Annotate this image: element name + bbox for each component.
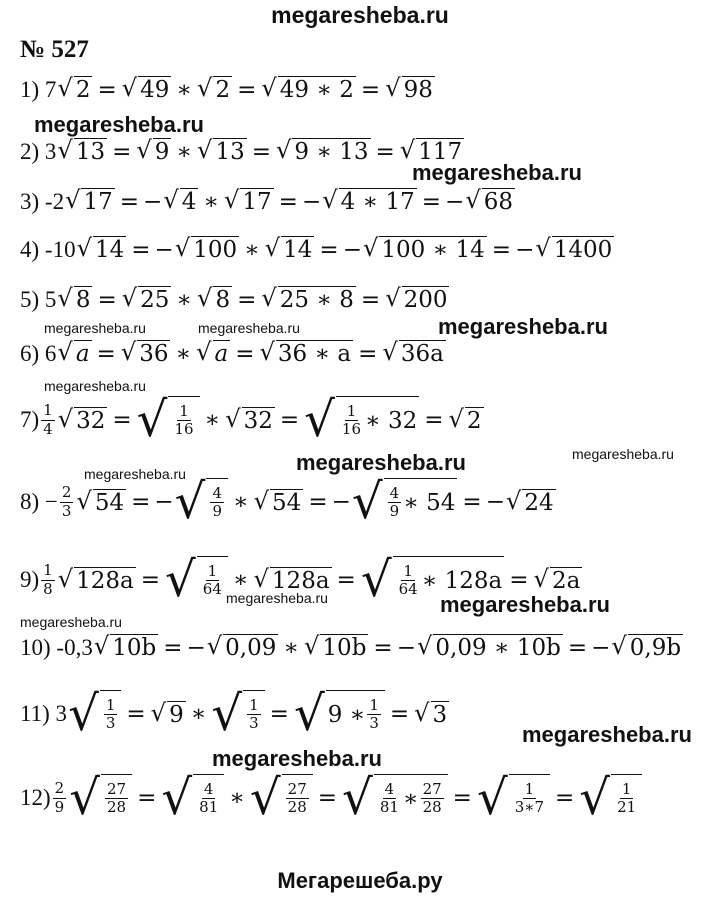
root-sign: √	[304, 632, 320, 660]
times: ∗	[203, 188, 219, 215]
radicand: 14	[94, 237, 125, 263]
numerator: 1	[524, 779, 535, 798]
times: ∗	[204, 407, 221, 434]
denominator: 28	[287, 798, 307, 817]
minus: −	[485, 489, 505, 516]
root-sign: √	[465, 186, 481, 214]
watermark: megaresheba.ru	[522, 722, 692, 747]
root-sign: √	[76, 486, 92, 515]
radicand: 25	[140, 287, 170, 313]
root-sign: √	[505, 486, 522, 515]
equals: =	[373, 634, 393, 661]
numerator: 27	[107, 779, 127, 798]
fraction	[105, 781, 128, 817]
root-sign: √	[360, 552, 392, 608]
root-sign: √	[414, 698, 430, 727]
equals: =	[336, 567, 356, 594]
denominator: 9	[212, 502, 222, 521]
equals: =	[237, 76, 257, 103]
root-sign: √	[197, 136, 213, 164]
fraction	[397, 563, 420, 599]
equals: =	[112, 407, 132, 434]
equals: =	[360, 286, 381, 313]
fraction	[41, 402, 55, 438]
numerator: 1	[621, 779, 632, 798]
fraction	[421, 781, 444, 817]
minus: −	[331, 489, 351, 516]
line-label: 8) −	[20, 489, 58, 515]
root-sign: √	[211, 686, 243, 742]
root-sign: √	[225, 404, 241, 433]
fraction	[201, 563, 224, 599]
root-sign: √	[448, 404, 464, 433]
radicand: 8	[215, 287, 231, 313]
equals: =	[424, 407, 444, 434]
radicand: 100 ∗ 14	[381, 237, 485, 263]
fraction	[286, 781, 309, 817]
times: ∗	[232, 567, 249, 594]
equals: =	[278, 188, 298, 215]
equation-line-1	[20, 76, 436, 103]
watermark-small: megaresheba.ru	[198, 320, 300, 336]
equals: =	[421, 188, 442, 215]
numerator: 27	[422, 779, 442, 798]
root-sign: √	[293, 686, 325, 742]
minus: −	[301, 188, 322, 215]
equation-line-6	[20, 340, 447, 367]
radicand: 2	[215, 77, 231, 103]
radicand: 4	[181, 189, 197, 215]
radicand: 14	[283, 237, 313, 263]
root-sign: √	[69, 770, 100, 826]
minus: −	[186, 634, 206, 661]
equation-line-5	[20, 286, 450, 313]
equals: =	[140, 567, 161, 594]
equals: =	[119, 188, 140, 215]
problem-number: № 527	[20, 36, 89, 63]
numerator: 1	[43, 401, 53, 420]
watermark: megaresheba.ru	[412, 160, 582, 185]
equals: =	[555, 785, 575, 812]
minus: −	[591, 634, 611, 661]
denominator: 64	[202, 580, 222, 599]
radicand: 49	[140, 77, 170, 103]
root-sign: √	[259, 338, 275, 366]
root-sign: √	[264, 234, 281, 262]
root-sign: √	[385, 284, 401, 312]
root-sign: √	[57, 564, 74, 593]
root-sign: √	[304, 392, 335, 448]
radicand: 32	[76, 407, 106, 434]
numerator: 27	[287, 779, 307, 798]
radicand: 32	[243, 407, 273, 434]
minus: −	[154, 236, 174, 263]
denominator: 9	[54, 797, 65, 816]
equation-line-7	[20, 392, 485, 448]
denominator: 3	[61, 501, 72, 520]
equals: =	[131, 489, 151, 516]
denominator: 3	[369, 714, 379, 733]
radicand: 0,09 ∗ 10b	[435, 635, 561, 661]
root-sign: √	[579, 770, 611, 826]
root-sign: √	[533, 564, 549, 593]
root-sign: √	[57, 284, 73, 312]
equals: =	[509, 567, 529, 594]
equals: =	[131, 236, 151, 263]
equals: =	[112, 138, 132, 165]
equals: =	[317, 785, 338, 812]
radicand: 128a	[271, 567, 330, 594]
equals: =	[237, 286, 257, 313]
root-sign: √	[382, 338, 398, 366]
numerator: 1	[346, 401, 357, 420]
root-sign: √	[197, 74, 213, 102]
equals: =	[567, 634, 588, 661]
root-sign: √	[276, 136, 292, 164]
radicand: 36 ∗ a	[277, 341, 352, 367]
equation-line-12	[20, 770, 643, 826]
times: ∗	[229, 785, 245, 812]
root-sign: √	[150, 698, 167, 727]
root-sign: √	[121, 284, 138, 312]
line-label: 12)	[20, 785, 51, 811]
line-label: 5) 5	[20, 286, 57, 312]
times: ∗	[176, 76, 193, 103]
equals: =	[251, 138, 271, 165]
times: ∗	[283, 634, 300, 661]
line-label: 2) 3	[20, 138, 57, 164]
minus: −	[515, 236, 535, 263]
watermark: megaresheba.ru	[296, 450, 466, 475]
root-sign: √	[68, 686, 99, 742]
radicand: 128a	[76, 567, 134, 594]
equals: =	[319, 236, 339, 263]
root-sign: √	[165, 552, 196, 608]
numerator: 4	[389, 483, 400, 502]
equals: =	[452, 785, 472, 812]
equals: =	[269, 701, 289, 728]
fraction	[53, 780, 67, 816]
radicand: a	[75, 341, 90, 367]
root-sign: √	[342, 770, 373, 826]
radicand: 200	[403, 287, 448, 313]
times: ∗	[176, 286, 193, 313]
radicand: 0,9b	[629, 635, 682, 661]
root-sign: √	[206, 632, 223, 660]
equation-line-11	[20, 686, 450, 742]
root-sign: √	[163, 186, 179, 214]
radicand: 49 ∗ 2	[279, 77, 354, 103]
watermark: megaresheba.ru	[440, 592, 610, 617]
radicand: ∗ 32	[365, 407, 418, 434]
root-sign: √	[253, 486, 270, 515]
denominator: 81	[379, 798, 399, 817]
fraction	[41, 562, 55, 598]
times: ∗	[402, 785, 419, 812]
numerator: 1	[43, 561, 53, 580]
numerator: 1	[105, 695, 116, 714]
equation-line-2	[20, 138, 465, 165]
watermark-small: megaresheba.ru	[226, 590, 328, 606]
fraction	[340, 403, 363, 439]
numerator: 2	[61, 483, 72, 502]
equals: =	[137, 785, 157, 812]
root-sign: √	[197, 284, 213, 312]
radicand: 117	[418, 139, 463, 165]
fraction	[210, 485, 224, 521]
equals: =	[163, 634, 183, 661]
equals: =	[96, 340, 116, 367]
root-sign: √	[174, 474, 206, 530]
radicand: 1400	[553, 237, 613, 263]
line-label: 7)	[20, 407, 40, 433]
root-sign: √	[57, 338, 73, 366]
line-label: 6) 6	[20, 340, 57, 366]
denominator: 3∗7	[514, 798, 545, 817]
radicand: 2	[466, 407, 482, 434]
equals: =	[462, 489, 482, 516]
fraction	[388, 485, 402, 521]
radicand: 9	[154, 139, 170, 165]
denominator: 8	[43, 579, 53, 598]
numerator: 4	[212, 483, 222, 502]
radicand: 10b	[112, 635, 157, 661]
watermark: megaresheba.ru	[438, 314, 608, 339]
minus: −	[445, 188, 465, 215]
numerator: 1	[207, 561, 218, 580]
equals: =	[97, 76, 117, 103]
root-sign: √	[57, 404, 74, 433]
radicand: 98	[403, 77, 433, 103]
line-label: 10) -0,3	[20, 634, 93, 660]
watermark-small: megaresheba.ru	[44, 378, 146, 394]
fraction	[615, 781, 638, 817]
root-sign: √	[253, 564, 269, 593]
root-sign: √	[223, 186, 240, 214]
watermark: megaresheba.ru	[34, 112, 204, 137]
fraction	[513, 781, 546, 817]
radicand: 9	[169, 701, 184, 728]
radicand: 36	[139, 341, 169, 367]
denominator: 16	[174, 420, 194, 439]
radicand: 17	[83, 189, 113, 215]
radicand: 54	[272, 489, 302, 516]
denominator: 16	[341, 420, 362, 439]
line-label: 11) 3	[20, 701, 68, 727]
denominator: 64	[398, 580, 418, 599]
denominator: 28	[422, 798, 442, 817]
watermark-small: megaresheba.ru	[572, 446, 674, 462]
times: ∗	[190, 701, 207, 728]
radicand: 13	[75, 139, 106, 165]
radicand: 54	[94, 489, 125, 516]
equals: =	[97, 286, 117, 313]
radicand: a	[214, 341, 229, 367]
root-sign: √	[93, 632, 110, 660]
equals: =	[360, 76, 381, 103]
site-footer: Мегарешеба.ру	[277, 868, 443, 893]
equation-line-10	[20, 634, 684, 661]
root-sign: √	[120, 338, 137, 366]
minus: −	[154, 489, 174, 516]
root-sign: √	[322, 186, 338, 214]
denominator: 4	[43, 419, 53, 438]
fraction	[378, 781, 401, 817]
root-sign: √	[174, 234, 191, 262]
equals: =	[308, 489, 328, 516]
root-sign: √	[535, 234, 551, 262]
root-sign: √	[399, 136, 416, 164]
numerator: 1	[179, 401, 189, 420]
denominator: 9	[389, 502, 400, 521]
root-sign: √	[76, 234, 92, 262]
fraction	[104, 697, 118, 733]
watermark-small: megaresheba.ru	[84, 466, 186, 482]
radicand: 13	[215, 139, 245, 165]
watermark: megaresheba.ru	[212, 746, 382, 771]
root-sign: √	[65, 186, 81, 214]
radicand: 10b	[322, 635, 367, 661]
equals: =	[375, 138, 395, 165]
root-sign: √	[261, 284, 277, 312]
denominator: 3	[249, 714, 259, 733]
numerator: 4	[384, 779, 395, 798]
watermark-small: megaresheba.ru	[44, 320, 146, 336]
fraction	[367, 697, 381, 733]
equals: =	[358, 340, 378, 367]
denominator: 28	[107, 798, 127, 817]
line-label: 9)	[20, 567, 40, 593]
equals: =	[491, 236, 512, 263]
radicand: 9 ∗	[327, 701, 366, 728]
root-sign: √	[57, 136, 73, 164]
radicand: 24	[524, 489, 554, 516]
radicand: 36a	[400, 341, 444, 367]
minus: −	[342, 236, 362, 263]
numerator: 1	[249, 695, 259, 714]
root-sign: √	[362, 234, 379, 262]
root-sign: √	[57, 74, 73, 102]
equals: =	[235, 340, 255, 367]
radicand: 25 ∗ 8	[279, 287, 354, 313]
watermark-small: megaresheba.ru	[20, 614, 122, 630]
root-sign: √	[136, 392, 168, 448]
radicand: 2a	[551, 567, 581, 594]
radicand: 8	[75, 287, 91, 313]
root-sign: √	[476, 770, 508, 826]
site-header: megaresheba.ru	[271, 2, 449, 28]
times: ∗	[175, 340, 192, 367]
fraction	[247, 697, 261, 733]
radicand: 0,09	[225, 635, 277, 661]
numerator: 1	[403, 561, 413, 580]
minus: −	[143, 188, 163, 215]
times: ∗	[176, 138, 193, 165]
numerator: 2	[54, 779, 65, 798]
equals: =	[279, 407, 300, 434]
numerator: 1	[369, 695, 379, 714]
line-label: 1) 7	[20, 76, 57, 102]
denominator: 81	[199, 798, 219, 817]
radicand: ∗ 128a	[421, 567, 503, 594]
denominator: 3	[105, 714, 116, 733]
radicand: 100	[193, 237, 238, 263]
root-sign: √	[196, 338, 212, 366]
times: ∗	[244, 236, 260, 263]
minus: −	[396, 634, 416, 661]
radicand: 17	[242, 189, 272, 215]
root-sign: √	[416, 632, 433, 660]
equals: =	[126, 701, 146, 728]
equation-line-3	[20, 188, 516, 215]
radicand: 68	[483, 189, 513, 215]
root-sign: √	[161, 770, 193, 826]
fraction	[197, 781, 220, 817]
root-sign: √	[351, 474, 383, 530]
radicand: 2	[75, 77, 91, 103]
fraction	[172, 403, 195, 439]
root-sign: √	[121, 74, 138, 102]
root-sign: √	[136, 136, 152, 164]
radicand: ∗ 54	[403, 489, 456, 516]
radicand: 4 ∗ 17	[340, 189, 415, 215]
times: ∗	[233, 489, 249, 516]
root-sign: √	[385, 74, 401, 102]
equation-line-4	[20, 236, 615, 263]
line-label: 3) -2	[20, 188, 65, 214]
root-sign: √	[261, 74, 277, 102]
numerator: 4	[203, 779, 214, 798]
root-sign: √	[249, 770, 281, 826]
radicand: 3	[432, 701, 448, 728]
radicand: 9 ∗ 13	[294, 139, 369, 165]
fraction	[60, 484, 74, 520]
root-sign: √	[611, 632, 627, 660]
denominator: 21	[617, 798, 637, 817]
line-label: 4) -10	[20, 236, 76, 262]
equals: =	[389, 701, 410, 728]
